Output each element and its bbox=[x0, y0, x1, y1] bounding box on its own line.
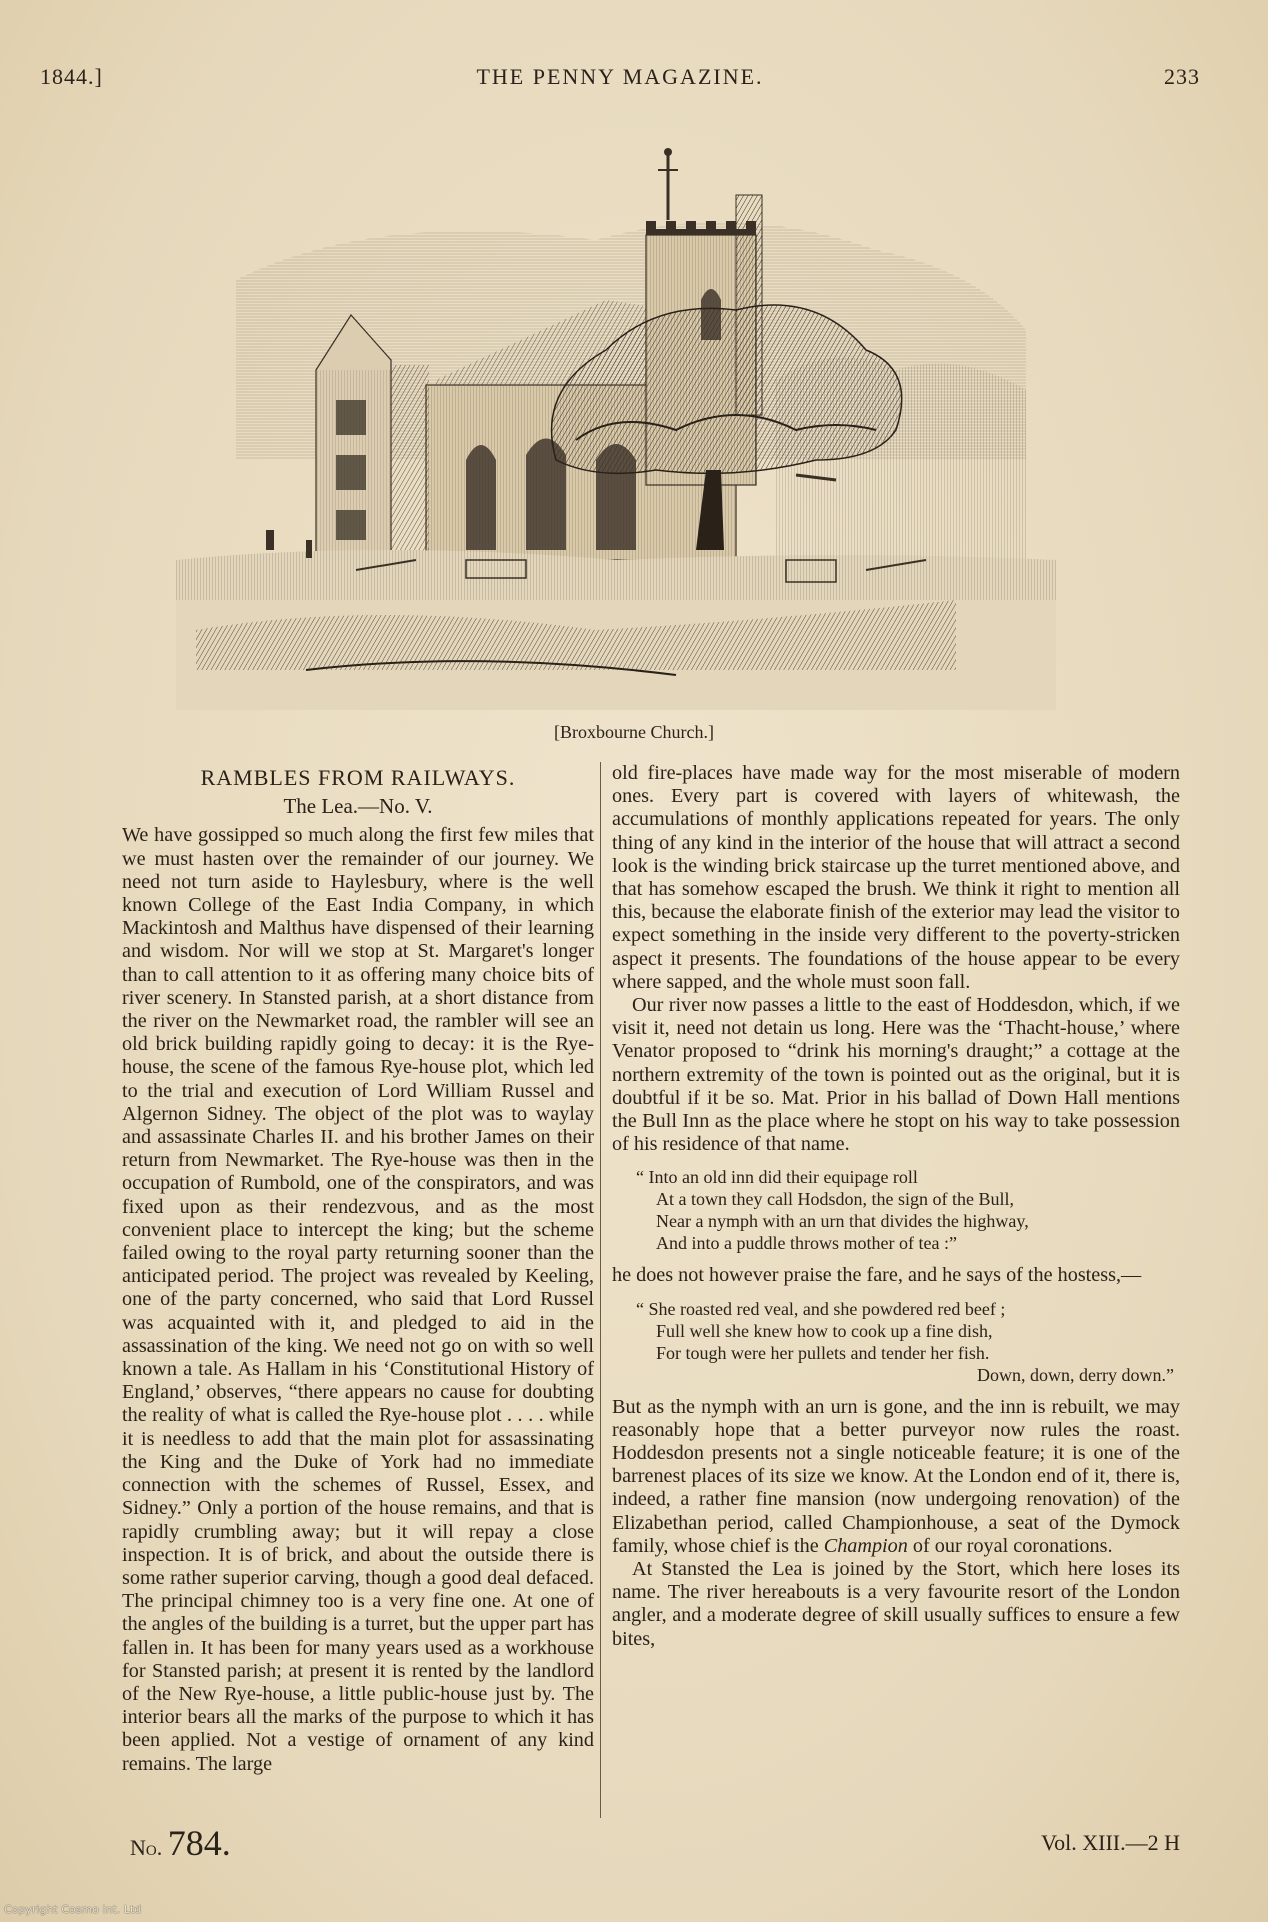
left-column bbox=[122, 762, 594, 1776]
page-footer bbox=[122, 1822, 1180, 1872]
copyright-watermark: Copyright Cosmo Int. Ltd bbox=[4, 1903, 142, 1916]
verse-line: “ Into an old inn did their equipage roll bbox=[636, 1167, 918, 1188]
verse-line: And into a puddle throws mother of tea :” bbox=[656, 1233, 957, 1254]
right-column bbox=[612, 762, 1180, 1651]
issue-number bbox=[130, 1822, 231, 1864]
verse-line: “ She roasted red veal, and she powdered red beef ; bbox=[636, 1298, 1006, 1319]
verse-line: Full well she knew how to cook up a fine dish, bbox=[656, 1320, 993, 1341]
verse-line: For tough were her pullets and tender her fish. bbox=[656, 1342, 990, 1363]
volume-signature: Vol. XIII.—2 H bbox=[1041, 1830, 1180, 1855]
verse-quote bbox=[636, 1298, 1180, 1386]
article-paragraph: he does not however praise the fare, and he says of the hostess,— bbox=[612, 1264, 1142, 1287]
article-paragraph bbox=[612, 1396, 1180, 1558]
header-page-number: 233 bbox=[1164, 64, 1200, 89]
verse-refrain: Down, down, derry down.” bbox=[977, 1364, 1174, 1385]
verse-quote bbox=[636, 1166, 1180, 1254]
paragraph-text: of our royal coronations. bbox=[912, 1534, 1113, 1557]
article-subtitle: The Lea.—No. V. bbox=[283, 794, 433, 819]
broxbourne-church-engraving bbox=[176, 130, 1056, 710]
verse-line: At a town they call Hodsdon, the sign of the Bull, bbox=[656, 1189, 1014, 1210]
verse-line: Near a nymph with an urn that divides the highway, bbox=[656, 1211, 1029, 1232]
article-title: RAMBLES FROM RAILWAYS. bbox=[200, 765, 516, 790]
italic-term: Champion bbox=[823, 1534, 908, 1557]
header-title: THE PENNY MAGAZINE. bbox=[476, 64, 764, 89]
illustration-caption: [Broxbourne Church.] bbox=[554, 722, 714, 742]
column-rule bbox=[600, 762, 601, 1818]
header-year: 1844.] bbox=[40, 64, 103, 89]
article-paragraph: old fire-places have made way for the most miserable of modern ones. Every part is covered with layers of whitewash, the accumulations of monthly applications repeated for years. The only thing of any kind in the interior of the house that will attract a second look is the winding brick staircase up the turret mentioned above, and that has somehow escaped the brush. We think it right to mention all this, because the elaborate finish of the exterior may lead the visitor to expect something in the inside very different to the poverty-stricken aspect it presents. The foundations of the house appear to be every where sapped, and the whole must soon fall. bbox=[612, 762, 1180, 993]
issue-number-value: 784. bbox=[167, 1823, 231, 1863]
article-paragraph: We have gossipped so much along the first few miles that we must hasten over the remainder of our journey. We need not turn aside to Haylesbury, where is the well known College of the East India Company, in which Mackintosh and Malthus have dispensed of their learning and wisdom. Nor will we stop at St. Margaret's longer than to call attention to it as offering many choice bits of river scenery. In Stansted parish, at a short distance from the river on the Newmarket road, the rambler will see an old brick building rapidly going to decay: it is the Rye-house, the scene of the famous Rye-house plot, which led to the trial and execution of Lord William Russel and Algernon Sidney. The object of the plot was to waylay and assassinate Charles II. and his brother James on their return from Newmarket. The Rye-house was then in the occupation of Rumbold, one of the conspirators, and was fixed upon as their rendezvous, and as the most convenient place to intercept the king; but the scheme failed owing to the royal party returning sooner than the anticipated period. The project was revealed by Keeling, one of the party concerned, who said that Lord Russel was acquainted with it, and pledged to aid in the assassination of the king. We need not go on with so well known a tale. As Hallam in his ‘Constitutional History of England,’ observes, “there appears no cause for doubting the reality of what is called the Rye-house plot . . . . while it is needless to add that the main plot for assassinating the King and the Duke of York had no immediate connection with the schemes of Russel, Essex, and Sidney.” Only a portion of the house remains, and that is rapidly crumbling away; but it will repay a close inspection. It is of brick, and about the outside there is some rather superior carving, though a good deal defaced. The principal chimney too is a very fine one. At one of the angles of the building is a turret, but the upper part has fallen in. It has been for many years used as a workhouse for Stansted parish; at present it is rented by the landlord of the New Rye-house, a little public-house just by. The interior bears all the marks of the purpose to which it has been applied. Not a vestige of ornament of any kind remains. The large bbox=[122, 824, 594, 1775]
article-paragraph: Our river now passes a little to the east of Hoddesdon, which, if we visit it, need not detain us long. Here was the ‘Thacht-house,’ where Venator proposed to “drink his morning's draught;” a cottage at the northern extremity of the town is pointed out as the original, but it is doubtful if it be so. Mat. Prior in his ballad of Down Hall mentions the Bull Inn as the place where he stopt on his way to take possession of his residence of that name. bbox=[612, 994, 1180, 1156]
issue-number-prefix: No. bbox=[130, 1835, 163, 1860]
paragraph-text: But as the nymph with an urn is gone, and the inn is rebuilt, we may reasonably hope that a better purveyor now rules the roast. Hoddesdon presents not a single noticeable feature; it is one of the barrenest places of its size we know. At the London end of it, there is, indeed, a rather fine mansion (now undergoing renovation) of the Elizabethan period, called Championhouse, a seat of the Dymock family, whose chief is the bbox=[612, 1395, 1180, 1557]
article-paragraph: At Stansted the Lea is joined by the Stort, which here loses its name. The river hereabouts is a very favourite resort of the London angler, and a moderate degree of skill usually suffices to ensure a few bites, bbox=[612, 1558, 1180, 1650]
page-header bbox=[40, 64, 1200, 98]
